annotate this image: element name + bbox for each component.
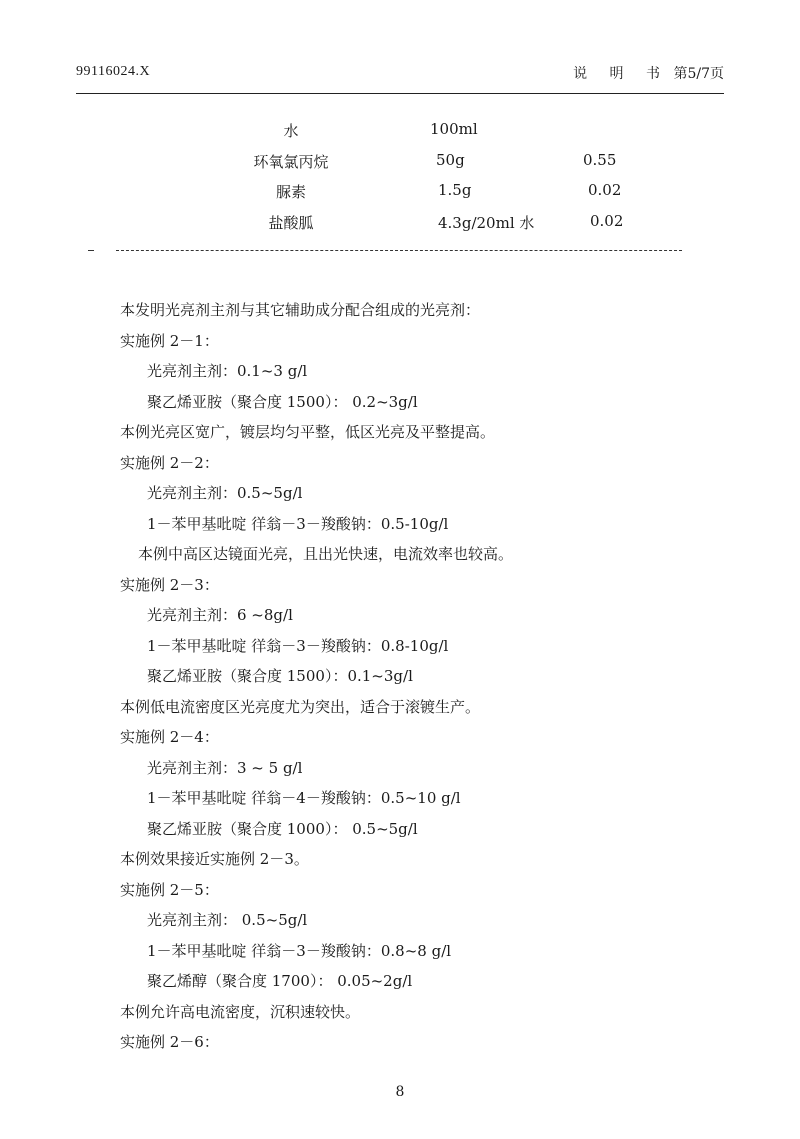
ingredient-line: 光亮剂主剂：0.5~5g/l	[147, 484, 303, 502]
ingredient-line: 光亮剂主剂： 0.5~5g/l	[147, 911, 308, 929]
ingredient-line: 聚乙烯亚胺（聚合度 1500）： 0.2~3g/l	[147, 393, 418, 411]
table-row	[0, 151, 800, 171]
result-paragraph: 本例效果接近实施例 2－3。	[120, 850, 309, 868]
ingredient-line: 聚乙烯亚胺（聚合度 1000）： 0.5~5g/l	[147, 820, 418, 838]
ingredient-line: 聚乙烯醇（聚合度 1700）： 0.05~2g/l	[147, 972, 413, 990]
header-rule	[76, 93, 724, 94]
ingredient-name: 环氧氯丙烷	[253, 153, 329, 171]
example-heading: 实施例 2－5：	[120, 881, 219, 899]
ingredient-amount: 100ml	[430, 120, 478, 138]
document-type: 说 明 书	[573, 66, 670, 82]
result-paragraph: 本例光亮区宽广，镀层均匀平整，低区光亮及平整提高。	[120, 423, 496, 441]
ingredient-line: 1－苯甲基吡啶 徉翁－4－羧酸钠：0.5~10 g/l	[147, 789, 461, 807]
ingredient-name: 盐酸胍	[268, 214, 314, 232]
ingredient-amount: 50g	[436, 151, 465, 169]
separator-tick	[88, 250, 94, 251]
ingredient-ratio: 0.02	[590, 212, 624, 230]
ingredient-line: 1－苯甲基吡啶 徉翁－3－羧酸钠：0.8-10g/l	[147, 637, 449, 655]
table-row	[0, 212, 800, 232]
ingredient-line: 1－苯甲基吡啶 徉翁－3－羧酸钠：0.8~8 g/l	[147, 942, 452, 960]
ingredient-name: 水	[283, 122, 299, 140]
result-paragraph: 本例允许高电流密度，沉积速较快。	[120, 1003, 361, 1021]
ingredient-amount: 4.3g/20ml 水	[438, 214, 535, 232]
ingredient-ratio: 0.55	[583, 151, 617, 169]
ingredient-line: 聚乙烯亚胺（聚合度 1500）：0.1~3g/l	[147, 667, 413, 685]
example-heading: 实施例 2－1：	[120, 332, 219, 350]
ingredient-line: 光亮剂主剂：6 ~8g/l	[147, 606, 293, 624]
document-number: 99116024.X	[76, 64, 151, 79]
ingredient-line: 光亮剂主剂：3 ~ 5 g/l	[147, 759, 303, 777]
page-info: 第5/7页	[673, 66, 724, 82]
ingredient-ratio: 0.02	[588, 181, 622, 199]
table-row	[0, 120, 800, 140]
table-row	[0, 181, 800, 201]
ingredient-line: 1－苯甲基吡啶 徉翁－3－羧酸钠：0.5-10g/l	[147, 515, 449, 533]
result-paragraph: 本例中高区达镜面光亮，且出光快速，电流效率也较高。	[138, 545, 514, 563]
intro-paragraph: 本发明光亮剂主剂与其它辅助成分配合组成的光亮剂：	[120, 301, 481, 319]
dashed-separator	[116, 250, 682, 251]
example-heading: 实施例 2－3：	[120, 576, 219, 594]
result-paragraph: 本例低电流密度区光亮度尤为突出，适合于滚镀生产。	[120, 698, 481, 716]
example-heading: 实施例 2－6：	[120, 1033, 219, 1051]
example-heading: 实施例 2－2：	[120, 454, 219, 472]
page-header-right	[573, 63, 724, 83]
ingredient-line: 光亮剂主剂：0.1~3 g/l	[147, 362, 308, 380]
ingredient-name: 脲素	[275, 183, 306, 201]
example-heading: 实施例 2－4：	[120, 728, 219, 746]
ingredient-amount: 1.5g	[438, 181, 472, 199]
page-number: 8	[395, 1084, 405, 1100]
